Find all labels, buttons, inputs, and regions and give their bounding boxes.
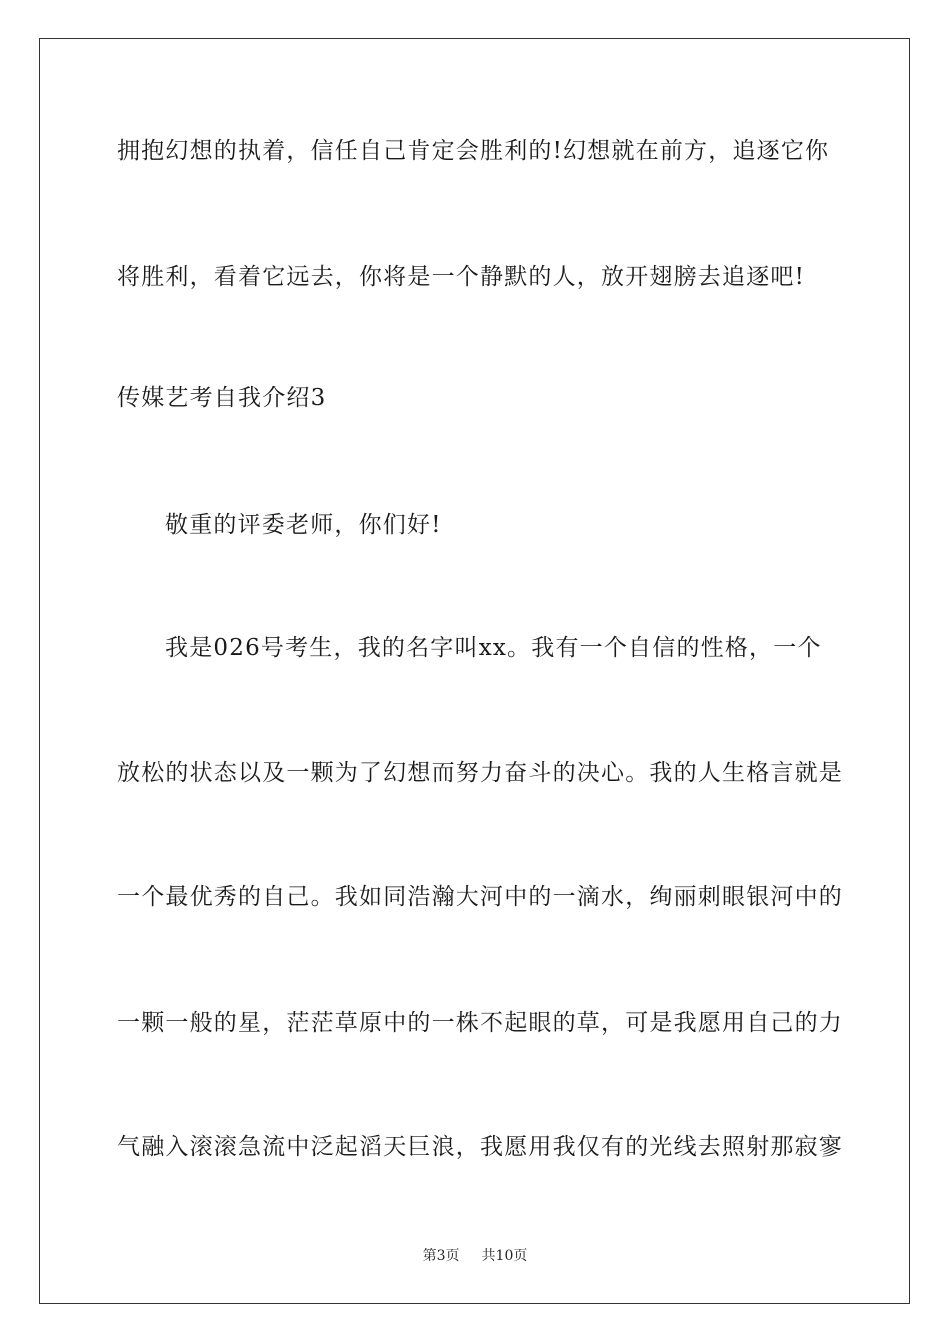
page-number-total: 共10页 xyxy=(481,1248,528,1264)
body-line-8: 一颗一般的星，茫茫草原中的一株不起眼的草，可是我愿用自己的力 xyxy=(117,1010,843,1036)
section-heading: 传媒艺考自我介绍3 xyxy=(117,385,327,411)
greeting-line: 敬重的评委老师，你们好! xyxy=(165,512,442,538)
body-line-5: 我是026号考生，我的名字叫xx。我有一个自信的性格，一个 xyxy=(165,635,822,661)
page-frame xyxy=(39,38,910,1304)
page-number-current: 第3页 xyxy=(422,1248,460,1264)
page-footer xyxy=(0,1247,950,1265)
body-line-7: 一个最优秀的自己。我如同浩瀚大河中的一滴水，绚丽刺眼银河中的 xyxy=(117,884,843,910)
body-line-6: 放松的状态以及一颗为了幻想而努力奋斗的决心。我的人生格言就是 xyxy=(117,760,843,786)
body-line-9: 气融入滚滚急流中泛起滔天巨浪，我愿用我仅有的光线去照射那寂寥 xyxy=(117,1134,843,1160)
body-line-1: 拥抱幻想的执着，信任自己肯定会胜利的!幻想就在前方，追逐它你 xyxy=(117,138,830,164)
body-line-2: 将胜利，看着它远去，你将是一个静默的人，放开翅膀去追逐吧! xyxy=(117,264,806,290)
